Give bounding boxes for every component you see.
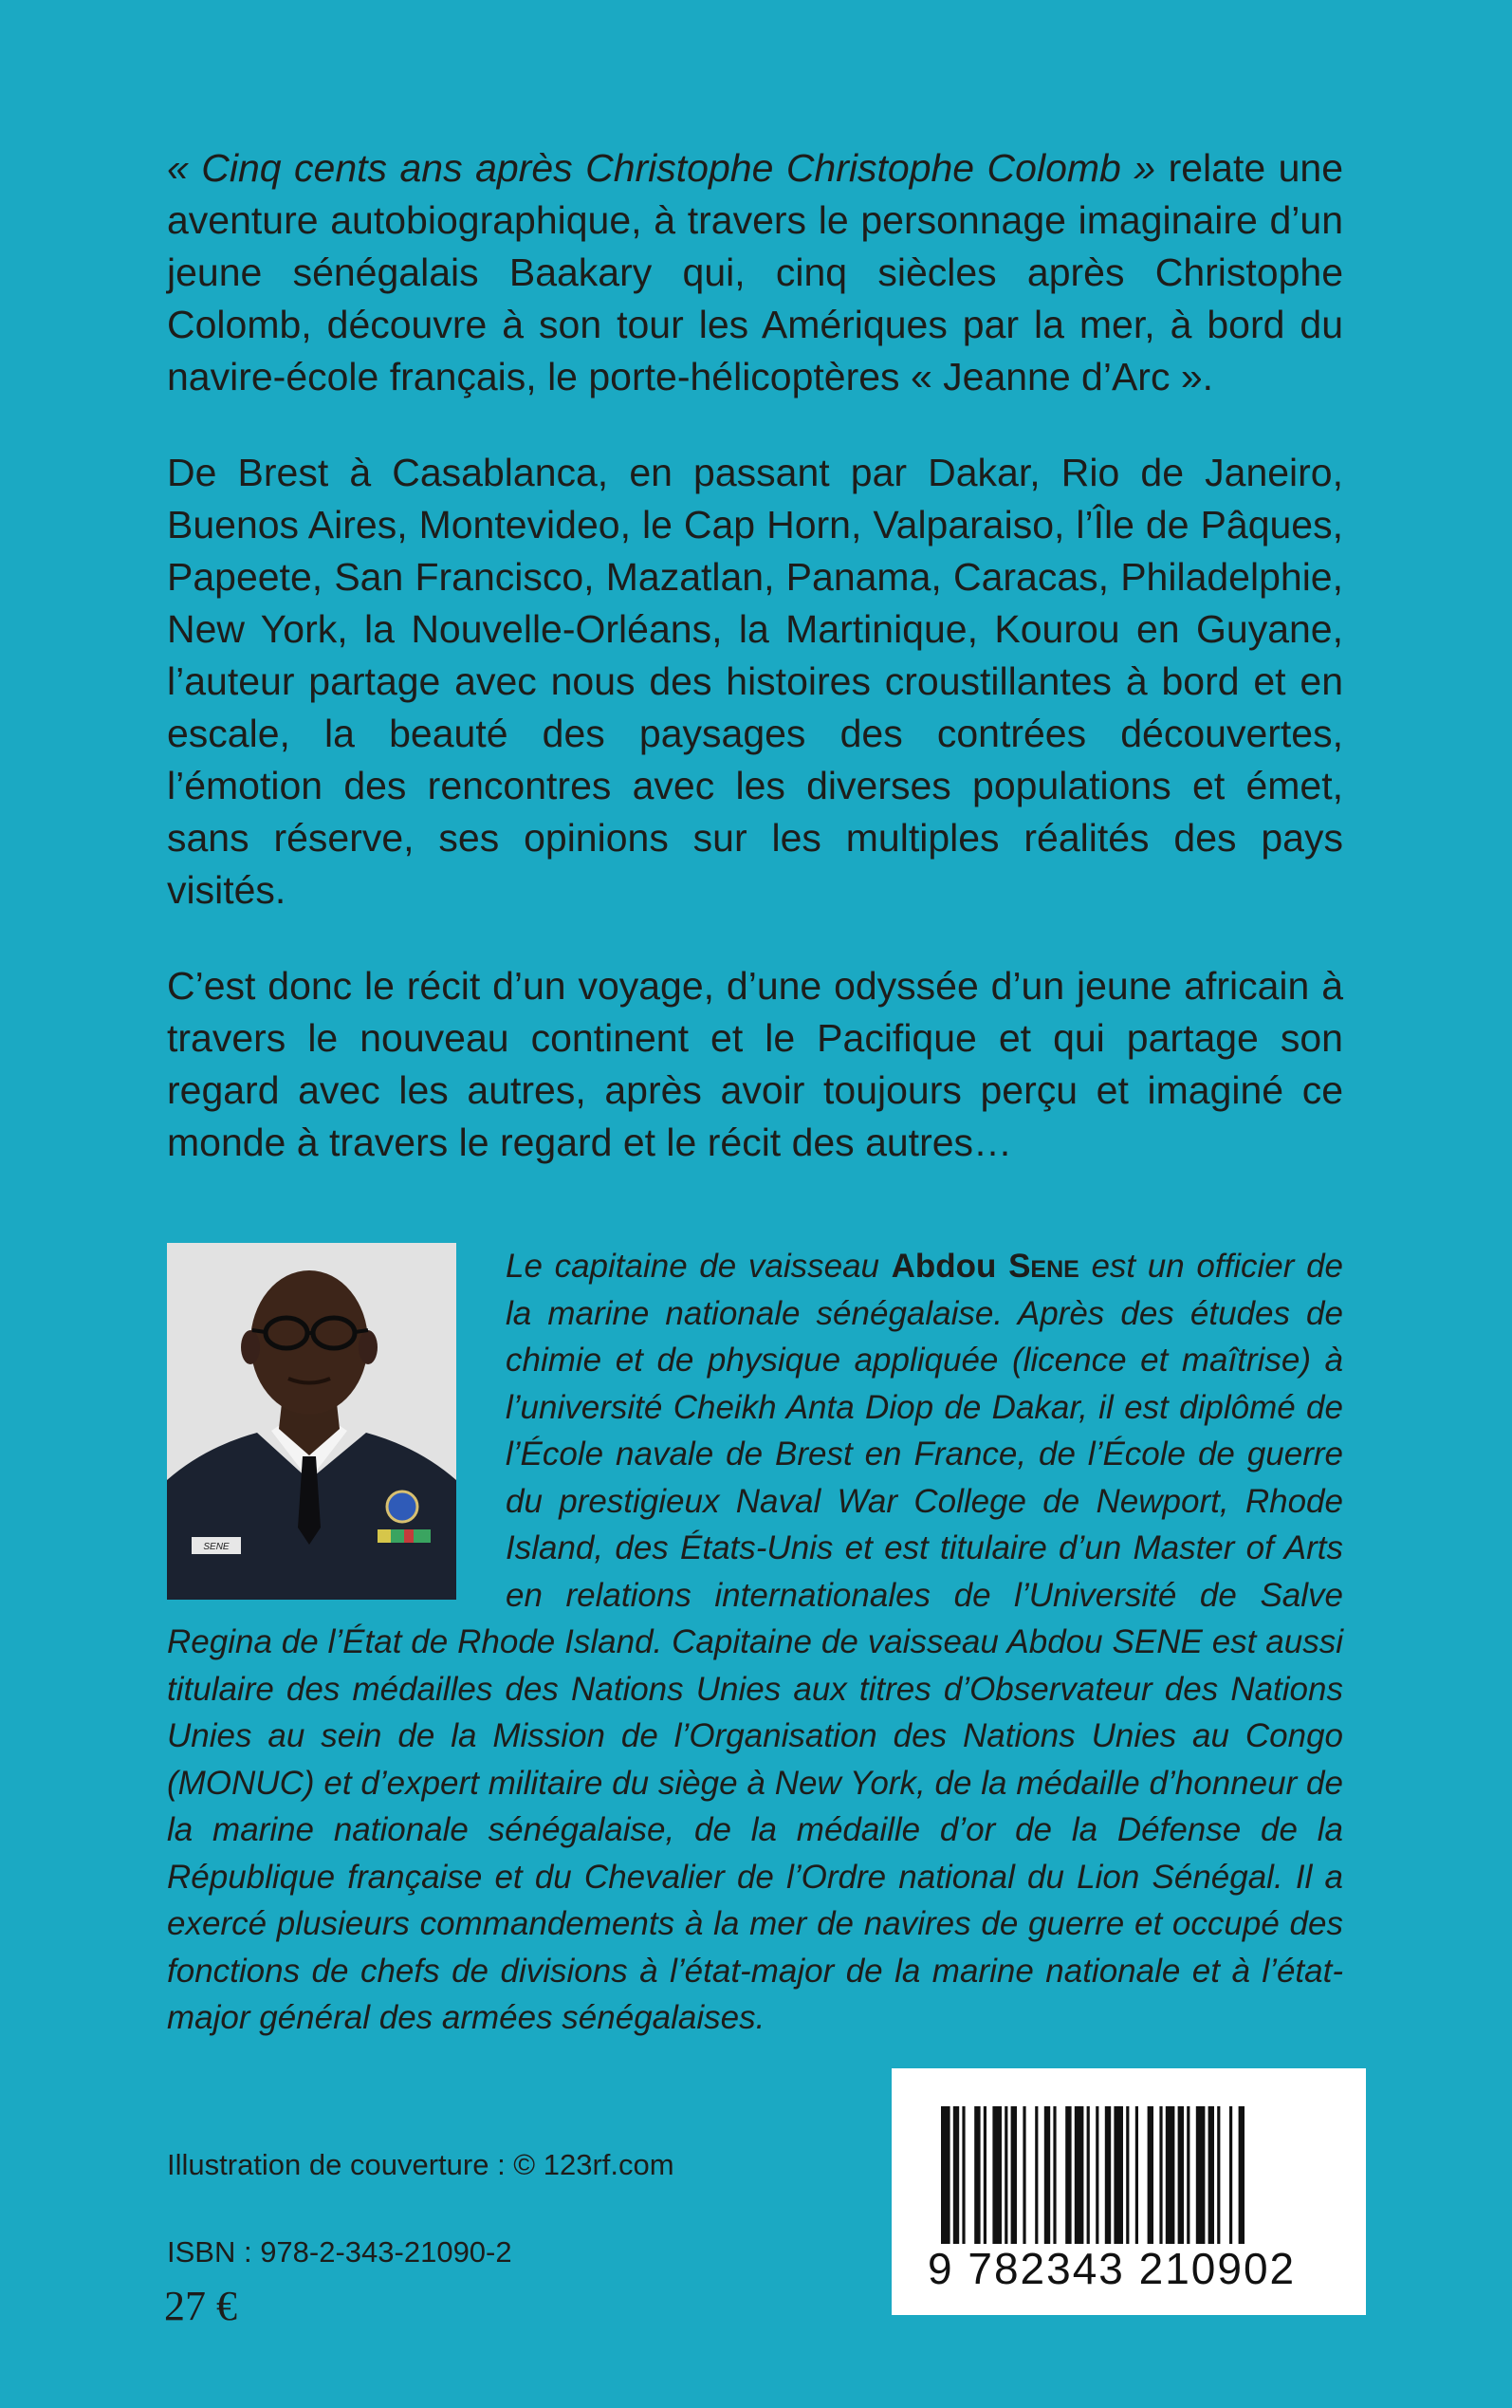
barcode-bar [1239, 2106, 1245, 2244]
barcode-bar [1135, 2106, 1138, 2244]
barcode-bar [1053, 2106, 1056, 2244]
barcode-bar [962, 2106, 965, 2244]
cover-illustration-credit: Illustration de couverture : © 123rf.com [167, 2148, 674, 2181]
barcode-bar [1148, 2106, 1153, 2244]
synopsis-paragraph-1 [167, 142, 1343, 403]
barcode-bar [1011, 2106, 1017, 2244]
barcode-bar [1178, 2106, 1184, 2244]
barcode-bar [941, 2106, 950, 2244]
barcode-bar [1087, 2106, 1090, 2244]
barcode-bars [892, 2068, 1366, 2249]
bio-intro: Le capitaine de vaisseau [506, 1248, 892, 1285]
barcode-bar [974, 2106, 980, 2244]
barcode-bar [1217, 2106, 1220, 2244]
barcode-bar [1229, 2106, 1232, 2244]
barcode-bar [1159, 2106, 1162, 2244]
barcode [892, 2068, 1366, 2315]
barcode-bar [1187, 2106, 1189, 2244]
barcode-bar [1166, 2106, 1175, 2244]
bio-text: est un officier de la marine nationale sénégalaise. Après des études de chimie et de physique appliquée (licence et maîtrise) à l’université Cheikh Anta Diop de Dakar, il est diplômé de l’École navale de Brest en France, de l’École de guerre du prestigieux Naval War College de Newport, Rhode Island, des États-Unis et est titulaire d’un Master of Arts en relations internationales de l’Université de Salve Regina de l’État de Rhode Island. Capitaine de vaisseau Abdou SENE est aussi titulaire des médailles des Nations Unies aux titres d’Observateur des Nations Unies au sein de la Mission de l’Organisation des Nations Unies au Congo (MONUC) et d’expert militaire du siège à New York, de la médaille d’honneur de la marine nationale sénégalaise, de la médaille d’or de la Défense de la République française et du Chevalier de l’Ordre national du Lion Sénégal. Il a exercé plusieurs commandements à la mer de navires de guerre et occupé des fonctions de chefs de divisions à l’état-major de la marine nationale et à l’état-major général des armées sénégalaises. [167, 1248, 1343, 2036]
synopsis-paragraph-2: De Brest à Casablanca, en passant par Dakar, Rio de Janeiro, Buenos Aires, Montevideo, le Cap Horn, Valparaiso, l’Île de Pâques, Papeete, San Francisco, Mazatlan, Panama, Caracas, Philadelphie, New York, la Nouvelle-Orléans, la Martinique, Kourou en Guyane, l’auteur partage avec nous des histoires croustillantes à bord et en escale, la beauté des paysages des contrées découvertes, l’émotion des rencontres avec les diverses populations et émet, sans réserve, ses opinions sur les multiples réalités des pays visités. [167, 451, 1343, 912]
author-bio [167, 1243, 1343, 2042]
barcode-bar [1196, 2106, 1206, 2244]
synopsis [167, 142, 1343, 1213]
author-first-name: Abdou [891, 1248, 1009, 1285]
barcode-digits: 9 782343 210902 [928, 2244, 1297, 2293]
barcode-bar [984, 2106, 986, 2244]
author-last-name: Sene [1008, 1248, 1079, 1285]
author-name [892, 1248, 1079, 1285]
name-tag-text: SENE [203, 1542, 230, 1552]
barcode-bar [1035, 2106, 1038, 2244]
barcode-bar [1075, 2106, 1084, 2244]
barcode-bar [1005, 2106, 1007, 2244]
author-portrait-image [167, 1243, 456, 1600]
barcode-bar [953, 2106, 959, 2244]
book-title-quote: « Cinq cents ans après Christophe Christophe Colomb » [167, 146, 1156, 190]
barcode-bar [1114, 2106, 1123, 2244]
isbn: ISBN : 978-2-343-21090-2 [167, 2235, 512, 2269]
barcode-bar [1023, 2106, 1025, 2244]
author-photo [167, 1243, 456, 1600]
barcode-bar [1105, 2106, 1111, 2244]
synopsis-paragraph-3: C’est donc le récit d’un voyage, d’une odyssée d’un jeune africain à travers le nouveau continent et le Pacifique et qui partage son regard avec les autres, après avoir toujours perçu et imaginé ce monde à travers le regard et le récit des autres… [167, 964, 1343, 1164]
barcode-bar [1096, 2106, 1098, 2244]
barcode-bar [992, 2106, 1002, 2244]
barcode-bar [1126, 2106, 1129, 2244]
barcode-bar [1065, 2106, 1071, 2244]
barcode-bar [1044, 2106, 1050, 2244]
price: 27 € [164, 2283, 237, 2329]
synopsis-paragraph-1-text: relate une aventure autobiographique, à travers le personnage imaginaire d’un jeune sénégalais Baakary qui, cinq siècles après Christophe Colomb, découvre à son tour les Amériques par la mer, à bord du navire-école français, le porte-hélicoptères « Jeanne d’Arc ». [167, 146, 1343, 398]
barcode-bar [1208, 2106, 1214, 2244]
